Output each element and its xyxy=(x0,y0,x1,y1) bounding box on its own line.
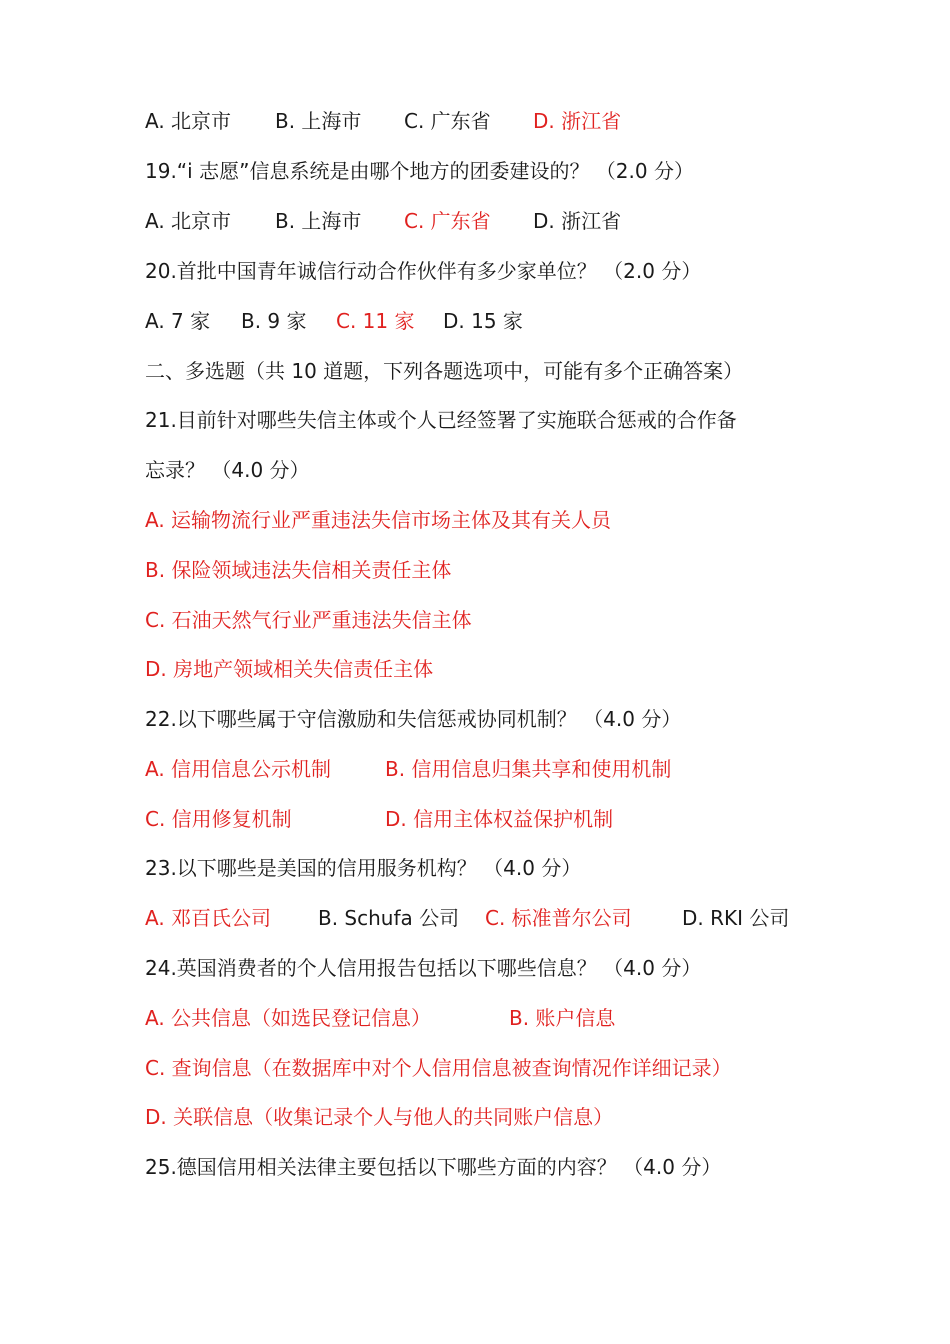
option-b: B. 上海市 xyxy=(275,209,362,233)
option-d: D. 15 家 xyxy=(443,309,523,333)
question-25: 25.德国信用相关法律主要包括以下哪些方面的内容？ （4.0 分） xyxy=(145,1155,722,1179)
option-b-correct: B. 账户信息 xyxy=(509,1006,616,1030)
question-24: 24.英国消费者的个人信用报告包括以下哪些信息？ （4.0 分） xyxy=(145,956,702,980)
question-21-line2: 忘录？ （4.0 分） xyxy=(145,458,310,482)
option-b: B. 9 家 xyxy=(241,309,307,333)
option-d: D. 浙江省 xyxy=(533,209,622,233)
option-a-correct: A. 公共信息（如选民登记信息） xyxy=(145,1006,432,1030)
q21-option-d-correct: D. 房地产领域相关失信责任主体 xyxy=(145,657,434,681)
section-heading-multiple-choice: 二、多选题（共 10 道题，下列各题选项中，可能有多个正确答案） xyxy=(145,359,744,383)
question-21-line1: 21.目前针对哪些失信主体或个人已经签署了实施联合惩戒的合作备 xyxy=(145,408,737,432)
option-b: B. 上海市 xyxy=(275,109,362,133)
option-c-correct: C. 11 家 xyxy=(336,309,415,333)
option-d-correct: D. 信用主体权益保护机制 xyxy=(385,807,614,831)
option-c-correct: C. 标准普尔公司 xyxy=(485,906,632,930)
option-a: A. 7 家 xyxy=(145,309,211,333)
q24-option-d-correct: D. 关联信息（收集记录个人与他人的共同账户信息） xyxy=(145,1105,614,1129)
option-a-correct: A. 信用信息公示机制 xyxy=(145,757,332,781)
q21-option-a-correct: A. 运输物流行业严重违法失信市场主体及其有关人员 xyxy=(145,508,612,532)
option-a: A. 北京市 xyxy=(145,209,232,233)
option-a: A. 北京市 xyxy=(145,109,232,133)
q21-option-c-correct: C. 石油天然气行业严重违法失信主体 xyxy=(145,608,472,632)
option-d-correct: D. 浙江省 xyxy=(533,109,622,133)
question-23: 23.以下哪些是美国的信用服务机构？ （4.0 分） xyxy=(145,856,582,880)
question-22: 22.以下哪些属于守信激励和失信惩戒协同机制？ （4.0 分） xyxy=(145,707,682,731)
question-19: 19.“i 志愿”信息系统是由哪个地方的团委建设的？ （2.0 分） xyxy=(145,159,694,183)
option-c: C. 广东省 xyxy=(404,109,491,133)
option-d: D. RKI 公司 xyxy=(682,906,790,930)
q21-option-b-correct: B. 保险领域违法失信相关责任主体 xyxy=(145,558,452,582)
option-c-correct: C. 信用修复机制 xyxy=(145,807,292,831)
option-b: B. Schufa 公司 xyxy=(318,906,460,930)
option-b-correct: B. 信用信息归集共享和使用机制 xyxy=(385,757,672,781)
q24-option-c-correct: C. 查询信息（在数据库中对个人信用信息被查询情况作详细记录） xyxy=(145,1056,732,1080)
question-20: 20.首批中国青年诚信行动合作伙伴有多少家单位？ （2.0 分） xyxy=(145,259,702,283)
option-c-correct: C. 广东省 xyxy=(404,209,491,233)
option-a-correct: A. 邓百氏公司 xyxy=(145,906,272,930)
